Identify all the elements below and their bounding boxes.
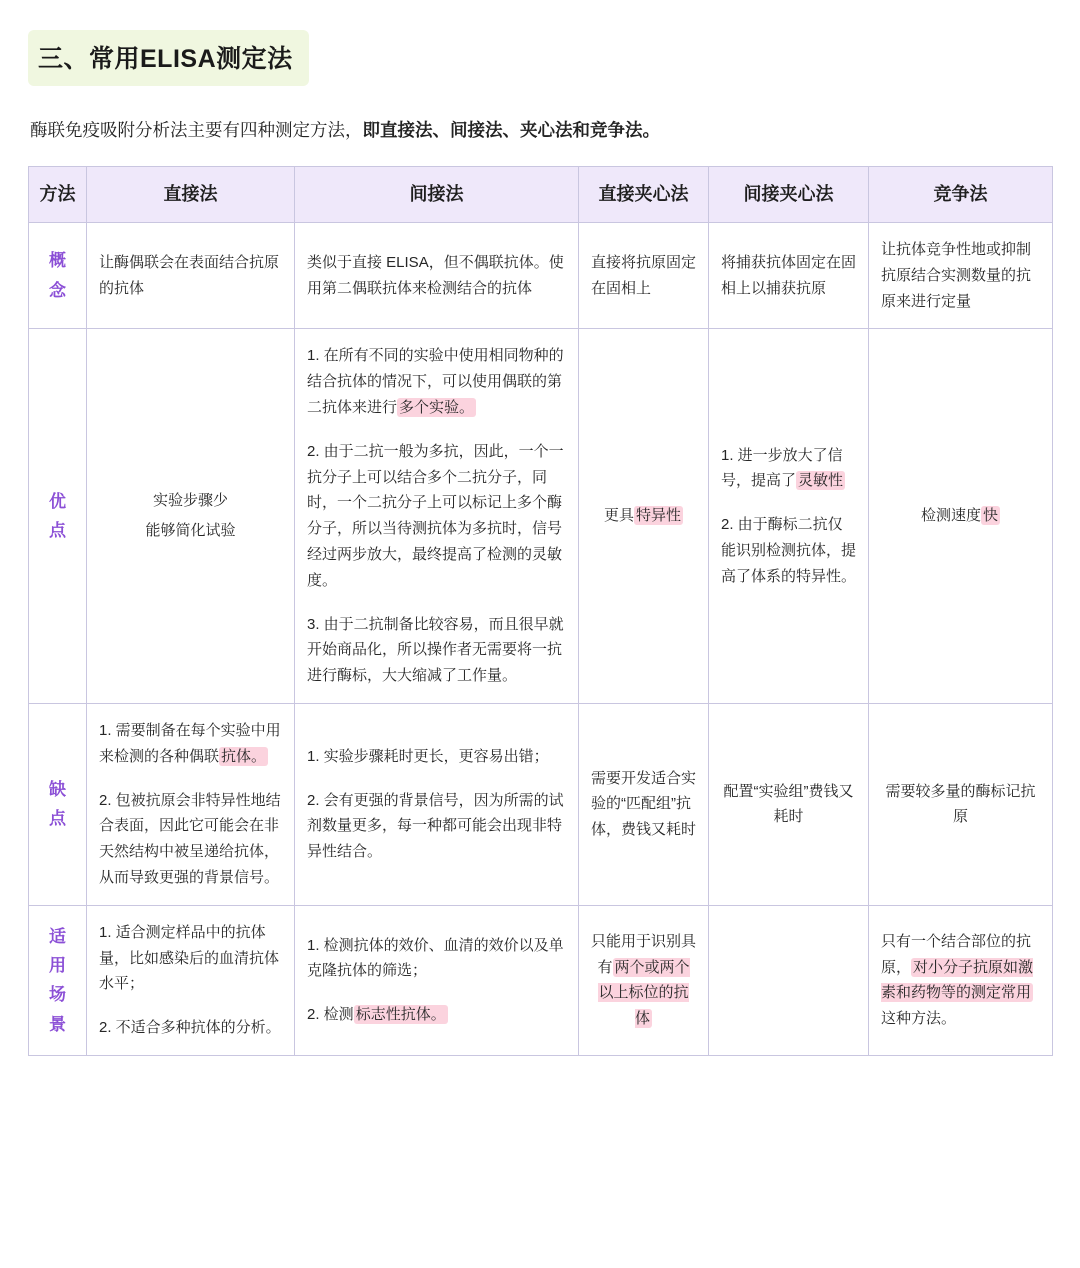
highlight-text: 灵敏性 [798, 472, 844, 490]
highlight-text: 快 [983, 507, 999, 525]
cell-disadvantages-competitive: 需要较多量的酶标记抗原 [869, 703, 1053, 905]
cell-text: 1. 进一步放大了信号，提高了 [721, 446, 843, 490]
cell-paragraph: 1. 检测抗体的效价、血清的效价以及单克隆抗体的筛选； [307, 936, 564, 980]
cell-concept-indirect: 类似于直接 ELISA，但不偶联抗体。使用第二偶联抗体来检测结合的抗体 [295, 223, 579, 329]
cell-advantages-competitive [869, 329, 1053, 704]
cell-paragraph [307, 343, 566, 420]
row-label-disadvantages: 缺点 [29, 703, 87, 905]
intro-paragraph [30, 116, 1052, 144]
cell-advantages-indirect-sandwich [709, 329, 869, 704]
cell-text-line: 实验步骤少 [152, 492, 228, 510]
table-row [29, 329, 1053, 704]
cell-disadvantages-indirect [295, 703, 579, 905]
highlight-text: 多个实验。 [399, 398, 475, 416]
row-label-concept: 概念 [29, 223, 87, 329]
table-body [29, 223, 1053, 1056]
column-header-indirect-sandwich: 间接夹心法 [709, 167, 869, 223]
cell-text: 更具 [603, 507, 634, 525]
column-header-direct-sandwich: 直接夹心法 [579, 167, 709, 223]
column-header-method: 方法 [29, 167, 87, 223]
cell-disadvantages-direct [87, 703, 295, 905]
highlight-text: 两个或两个以上标位的抗体 [598, 958, 690, 1028]
table-row [29, 223, 1053, 329]
cell-paragraph [99, 718, 282, 770]
cell-text-line: 能够简化试验 [145, 522, 236, 540]
table-header-row [29, 167, 1053, 223]
cell-advantages-indirect [295, 329, 579, 704]
intro-lead: 酶联免疫吸附分析法主要有四种测定方法， [30, 120, 363, 140]
cell-concept-competitive: 让抗体竞争性地或抑制抗原结合实测数量的抗原来进行定量 [869, 223, 1053, 329]
cell-usecase-indirect-sandwich [709, 905, 869, 1055]
page-title: 三、常用ELISA测定法 [28, 30, 309, 86]
cell-paragraph: 1. 实验步骤耗时更长，更容易出错； [307, 747, 549, 765]
cell-text: 只能用于识别具有 [591, 932, 697, 976]
highlight-text: 抗体。 [221, 747, 267, 765]
cell-usecase-competitive [869, 905, 1053, 1055]
highlight-text: 标志性抗体。 [355, 1006, 446, 1024]
cell-paragraph: 2. 由于酶标二抗仅能识别检测抗体，提高了体系的特异性。 [721, 516, 857, 585]
cell-text: 1. 在所有不同的实验中使用相同物种的结合抗体的情况下，可以使用偶联的第二抗体来进行 [307, 347, 564, 416]
cell-paragraph: 2. 由于二抗一般为多抗，因此，一个一抗分子上可以结合多个二抗分子，同时，一个二抗分子上可以标记上多个酶分子，所以当待测抗体为多抗时，信号经过两步放大，最终提高了检测的灵敏度。 [307, 442, 564, 589]
column-header-direct: 直接法 [87, 167, 295, 223]
highlight-text: 特异性 [636, 507, 682, 525]
cell-paragraph [307, 1002, 566, 1028]
cell-concept-direct-sandwich: 直接将抗原固定在固相上 [579, 223, 709, 329]
cell-disadvantages-direct-sandwich: 需要开发适合实验的“匹配组”抗体，费钱又耗时 [579, 703, 709, 905]
column-header-competitive: 竞争法 [869, 167, 1053, 223]
cell-usecase-direct-sandwich [579, 905, 709, 1055]
cell-concept-direct: 让酶偶联会在表面结合抗原的抗体 [87, 223, 295, 329]
column-header-indirect: 间接法 [295, 167, 579, 223]
cell-paragraph: 1. 适合测定样品中的抗体量，比如感染后的血清抗体水平； [99, 923, 280, 993]
cell-text: 2. 检测 [307, 1006, 354, 1024]
cell-usecase-direct [87, 905, 295, 1055]
cell-text: 检测速度 [920, 507, 981, 525]
cell-advantages-direct-sandwich [579, 329, 709, 704]
row-label-advantages: 优点 [29, 329, 87, 704]
table-header [29, 167, 1053, 223]
cell-paragraph: 2. 不适合多种抗体的分析。 [99, 1019, 281, 1037]
cell-text: 1. 需要制备在每个实验中用来检测的各种偶联 [99, 721, 281, 765]
section-heading-wrapper [28, 30, 1052, 86]
cell-paragraph [721, 443, 856, 495]
elisa-methods-table [28, 166, 1053, 1056]
table-row [29, 905, 1053, 1055]
table-row [29, 703, 1053, 905]
cell-concept-indirect-sandwich: 将捕获抗体固定在固相上以捕获抗原 [709, 223, 869, 329]
highlight-text: 对小分子抗原如激素和药物等的测定常用 [881, 958, 1034, 1002]
intro-strong: 即直接法、间接法、夹心法和竞争法。 [362, 120, 660, 140]
cell-usecase-indirect [295, 905, 579, 1055]
cell-paragraph: 3. 由于二抗制备比较容易，而且很早就开始商品化，所以操作者无需要将一抗进行酶标，大大缩减了工作量。 [307, 615, 564, 685]
cell-paragraph: 2. 包被抗原会非特异性地结合表面，因此它可能会在非天然结构中被呈递给抗体，从而导致更强的背景信号。 [99, 791, 281, 886]
cell-advantages-direct [87, 329, 295, 704]
cell-disadvantages-indirect-sandwich: 配置“实验组”费钱又耗时 [709, 703, 869, 905]
cell-text: 只有一个结合部位的抗原， [881, 932, 1032, 976]
cell-paragraph: 2. 会有更强的背景信号，因为所需的试剂数量更多，每一种都可能会出现非特异性结合。 [307, 791, 564, 861]
cell-text: 这种方法。 [881, 1010, 957, 1028]
row-label-use-cases: 适用场景 [29, 905, 87, 1055]
